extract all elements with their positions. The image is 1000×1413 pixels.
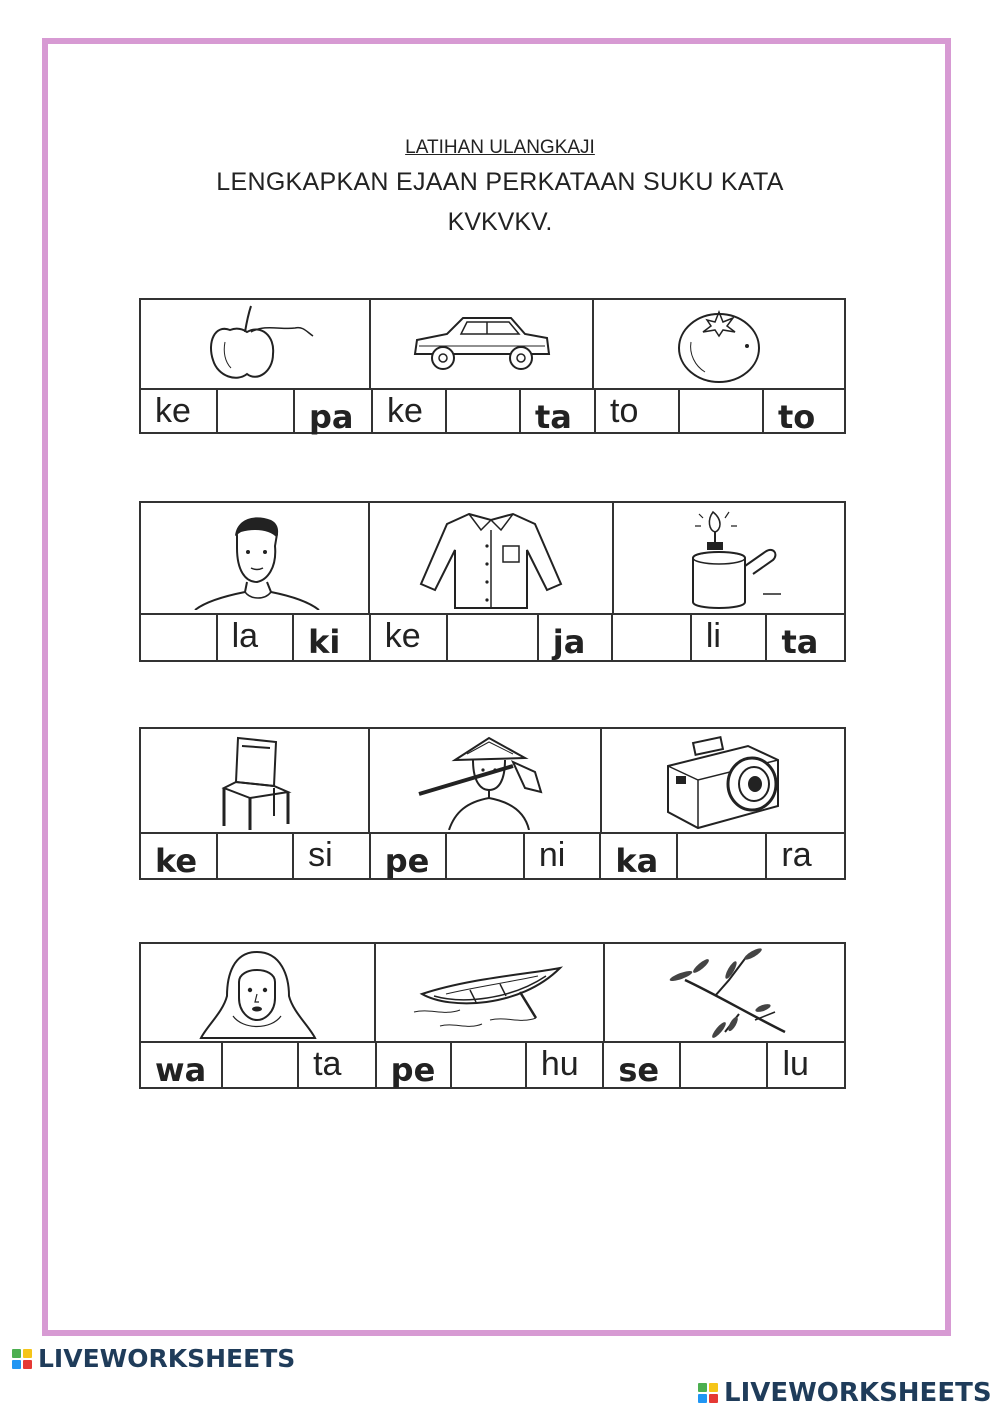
shirt-icon bbox=[411, 506, 571, 610]
woman-icon bbox=[193, 946, 323, 1040]
syllable-blank[interactable] bbox=[452, 1043, 527, 1087]
car-icon bbox=[407, 308, 557, 380]
exercise-row-3 bbox=[139, 727, 846, 880]
syllable-cell: ja bbox=[539, 615, 614, 660]
tomato-icon bbox=[669, 302, 769, 386]
syllable-cell: ta bbox=[299, 1043, 377, 1087]
syllable-cell: pe bbox=[377, 1043, 453, 1087]
syllable-cell: ta bbox=[781, 623, 819, 661]
worksheet-subtitle: LATIHAN ULANGKAJI bbox=[405, 137, 595, 158]
man-icon bbox=[185, 506, 325, 610]
picture-cell bbox=[371, 298, 594, 390]
watermark-text: LIVEWORKSHEETS bbox=[724, 1378, 992, 1408]
syllable-cell: ke bbox=[373, 390, 447, 432]
picture-cell bbox=[139, 298, 371, 390]
chair-icon bbox=[210, 732, 300, 830]
syllable-blank[interactable] bbox=[141, 615, 218, 660]
syllable-cell: ra bbox=[781, 836, 812, 874]
farmer-icon bbox=[415, 732, 555, 830]
syllable-cell: pe bbox=[371, 834, 448, 878]
syllable-cell: se bbox=[604, 1043, 681, 1087]
picture-cell bbox=[602, 727, 846, 834]
syllable-blank[interactable] bbox=[447, 834, 525, 878]
picture-cell bbox=[139, 727, 370, 834]
logo-blocks-icon bbox=[698, 1383, 718, 1403]
syllable-blank[interactable] bbox=[681, 1043, 769, 1087]
syllable-cell: si bbox=[294, 834, 371, 878]
syllable-cell: ke bbox=[141, 834, 218, 878]
picture-cell bbox=[139, 942, 376, 1043]
picture-cell bbox=[614, 501, 846, 615]
syllable-cell: hu bbox=[527, 1043, 605, 1087]
syllable-cell: ke bbox=[371, 615, 449, 660]
picture-cell bbox=[594, 298, 846, 390]
syllable-cell: ka bbox=[601, 834, 678, 878]
syllable-blank[interactable] bbox=[223, 1043, 300, 1087]
syllable-blank[interactable] bbox=[218, 834, 295, 878]
syllable-cell: ke bbox=[141, 390, 218, 432]
syllable-blank[interactable] bbox=[218, 390, 295, 432]
syllable-blank[interactable] bbox=[613, 615, 692, 660]
boat-icon bbox=[410, 946, 570, 1040]
worksheet-title: LENGKAPKAN EJAAN PERKATAAN SUKU KATA bbox=[216, 168, 784, 196]
exercise-row-1 bbox=[139, 298, 846, 434]
watermark-logo bbox=[12, 1344, 295, 1373]
picture-cell bbox=[376, 942, 605, 1043]
syllable-cell: ki bbox=[294, 615, 371, 660]
watermark-text: LIVEWORKSHEETS bbox=[38, 1344, 296, 1373]
syllable-cell: to bbox=[596, 390, 680, 432]
logo-blocks-icon bbox=[12, 1349, 32, 1369]
apple-icon bbox=[185, 302, 325, 386]
syllable-cell: pa bbox=[295, 390, 373, 432]
syllable-cell: li bbox=[692, 615, 768, 660]
exercise-row-2 bbox=[139, 501, 846, 662]
syllable-blank[interactable] bbox=[680, 390, 764, 432]
syllable-cell: to bbox=[778, 398, 816, 436]
syllable-cell: ni bbox=[525, 834, 602, 878]
picture-cell bbox=[139, 501, 370, 615]
branch-icon bbox=[655, 946, 795, 1040]
syllable-cell: ta bbox=[521, 390, 596, 432]
lamp-icon bbox=[669, 506, 789, 610]
syllable-cell: wa bbox=[141, 1043, 223, 1087]
watermark-logo bbox=[698, 1378, 992, 1408]
syllable-cell: lu bbox=[782, 1045, 809, 1083]
exercise-row-4 bbox=[139, 942, 846, 1089]
picture-cell bbox=[370, 727, 602, 834]
picture-cell bbox=[605, 942, 846, 1043]
syllable-blank[interactable] bbox=[678, 834, 767, 878]
syllable-blank[interactable] bbox=[447, 390, 521, 432]
worksheet-title-line2: KVKVKV. bbox=[447, 208, 553, 236]
syllable-blank[interactable] bbox=[448, 615, 538, 660]
syllable-cell: la bbox=[218, 615, 295, 660]
camera-icon bbox=[658, 732, 788, 830]
picture-cell bbox=[370, 501, 614, 615]
